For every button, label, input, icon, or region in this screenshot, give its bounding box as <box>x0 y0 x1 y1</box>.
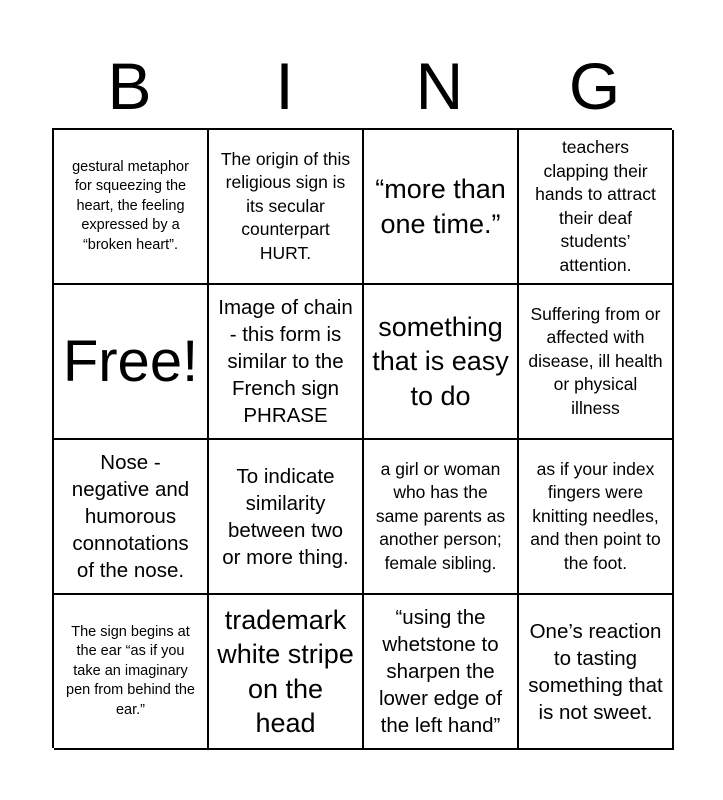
cell-text: a girl or woman who has the same parents as another person; female sibling. <box>375 458 506 573</box>
free-space-text: Free! <box>62 328 199 394</box>
bingo-cell <box>54 595 209 750</box>
cell-text: The origin of this religious sign is its secular counterpart HURT. <box>220 148 351 263</box>
header-letter-i: I <box>275 49 294 123</box>
cell-text: The sign begins at the ear “as if you take an imaginary pen from behind the ear.” <box>66 623 195 718</box>
bingo-cell <box>209 130 364 285</box>
bingo-cell <box>519 130 674 285</box>
bingo-cell <box>519 595 674 750</box>
bingo-cell <box>364 440 519 595</box>
bingo-cell <box>364 595 519 750</box>
bingo-header <box>52 44 672 128</box>
bingo-cell <box>364 130 519 285</box>
bingo-cell <box>209 440 364 595</box>
bingo-cell <box>209 285 364 440</box>
cell-text: gestural metaphor for squeezing the heart, the feeling expressed by a “broken heart”. <box>72 158 189 253</box>
cell-text: “using the whetstone to sharpen the lower edge of the left hand” <box>378 606 503 737</box>
cell-text: teachers clapping their hands to attract their deaf students’ attention. <box>535 137 656 275</box>
cell-text: One’s reaction to tasting something that is not sweet. <box>528 619 663 724</box>
bingo-cell <box>364 285 519 440</box>
cell-text: Nose - negative and humorous connotations of the nose. <box>71 451 190 582</box>
bingo-cell <box>54 440 209 595</box>
bingo-cell <box>519 285 674 440</box>
cell-text: as if your index fingers were knitting needles, and then point to the foot. <box>530 458 661 573</box>
bingo-card-grid <box>52 128 672 748</box>
header-letter-b: B <box>107 49 152 123</box>
cell-text: To indicate similarity between two or more thing. <box>222 464 349 569</box>
cell-text: Image of chain - this form is similar to the French sign PHRASE <box>218 296 353 427</box>
cell-text: trademark white stripe on the head <box>217 604 354 738</box>
cell-text: something that is easy to do <box>372 311 509 411</box>
bingo-cell <box>54 130 209 285</box>
bingo-cell <box>209 595 364 750</box>
bingo-cell <box>519 440 674 595</box>
bingo-free-cell <box>54 285 209 440</box>
cell-text: Suffering from or affected with disease, ill health or physical illness <box>528 303 663 418</box>
header-letter-n: N <box>415 49 464 123</box>
header-letter-g: G <box>568 49 621 123</box>
cell-text: “more than one time.” <box>375 174 506 239</box>
